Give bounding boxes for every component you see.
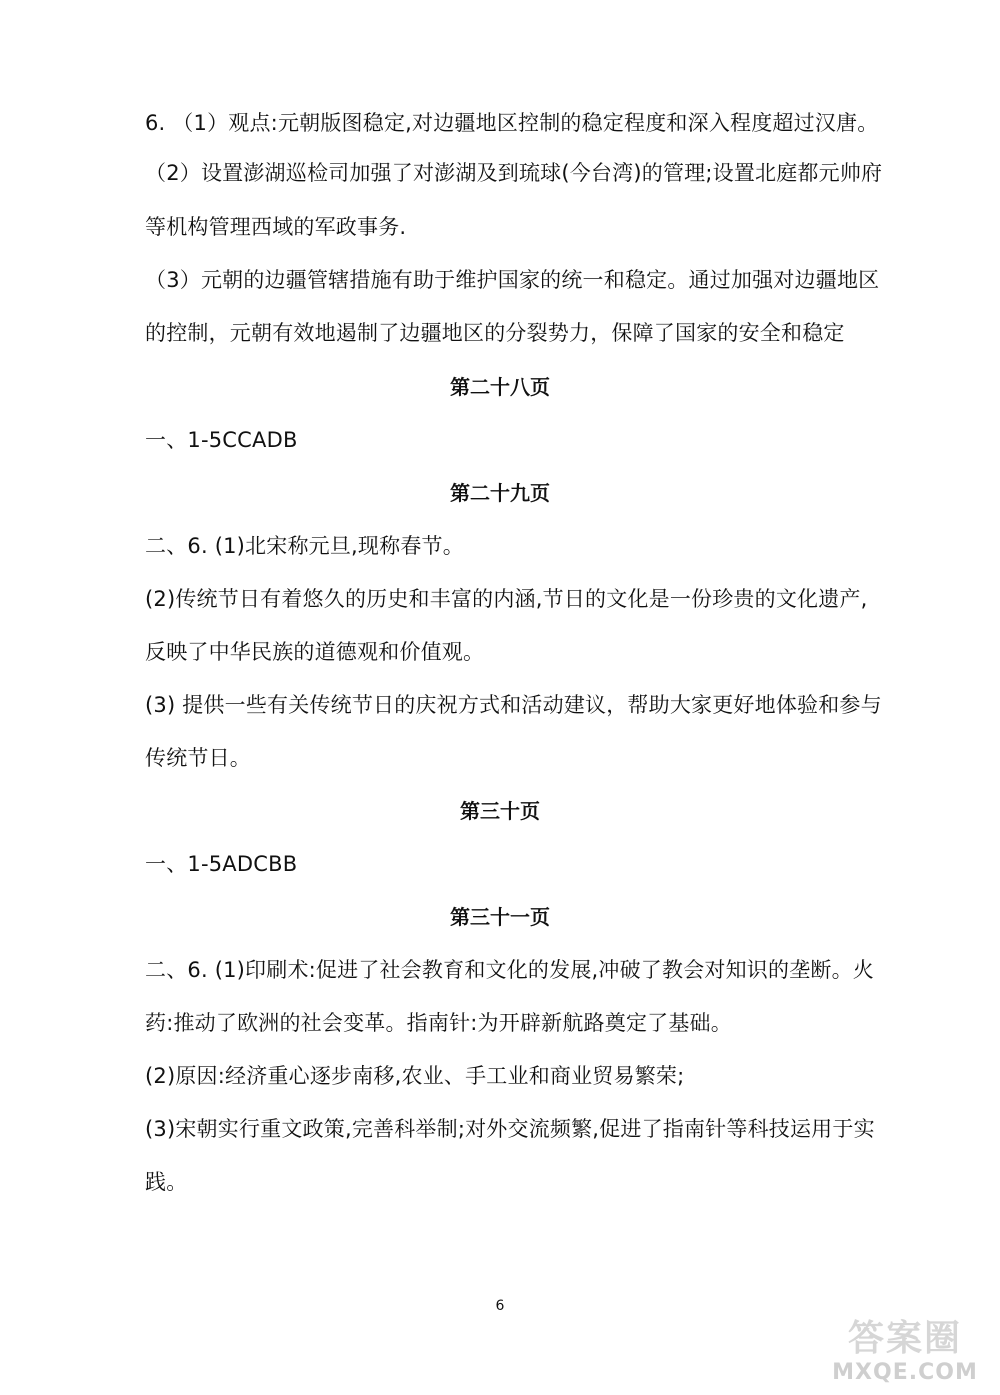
answer-line-6-2: （2）设置澎湖巡检司加强了对澎湖及到琉球(今台湾)的管理;设置北庭都元帅府 — [145, 161, 883, 185]
section-heading-page-31: 第三十一页 — [450, 905, 550, 929]
page-number: 6 — [495, 1298, 505, 1314]
answer-line-31-2: (2)原因:经济重心逐步南移,农业、手工业和商业贸易繁荣; — [145, 1064, 685, 1088]
section-heading-page-30: 第三十页 — [460, 799, 540, 823]
section-heading-page-28: 第二十八页 — [450, 375, 550, 399]
answer-line-31-3-cont: 践。 — [145, 1170, 188, 1194]
answer-line-31-3: (3)宋朝实行重文政策,完善科举制;对外交流频繁,促进了指南针等科技运用于实 — [145, 1117, 875, 1141]
answer-line-choice-30: 一、1-5ADCBB — [145, 852, 298, 876]
answer-line-29-2: (2)传统节日有着悠久的历史和丰富的内涵,节日的文化是一份珍贵的文化遗产, — [145, 587, 868, 611]
answer-line-31-1-cont: 药:推动了欧洲的社会变革。指南针:为开辟新航路奠定了基础。 — [145, 1011, 732, 1035]
site-watermark — [820, 1318, 990, 1390]
answer-line-29-2-cont: 反映了中华民族的道德观和价值观。 — [145, 640, 485, 664]
answer-line-29-3: (3) 提供一些有关传统节日的庆祝方式和活动建议，帮助大家更好地体验和参与 — [145, 693, 882, 717]
section-heading-page-29: 第二十九页 — [450, 481, 550, 505]
answer-line-6-3: （3）元朝的边疆管辖措施有助于维护国家的统一和稳定。通过加强对边疆地区 — [145, 268, 880, 292]
answer-line-choice-28: 一、1-5CCADB — [145, 428, 298, 452]
answer-line-6-3-cont: 的控制，元朝有效地遏制了边疆地区的分裂势力，保障了国家的安全和稳定 — [145, 321, 845, 345]
answer-line-6-2-cont: 等机构管理西域的军政事务. — [145, 215, 407, 239]
answer-line-29-3-cont: 传统节日。 — [145, 746, 251, 770]
answer-line-29-1: 二、6. (1)北宋称元旦,现称春节。 — [145, 534, 464, 558]
watermark-domain-text: MXQE.COM — [832, 1360, 978, 1385]
answer-line-6-1: 6. （1）观点:元朝版图稳定,对边疆地区控制的稳定程度和深入程度超过汉唐。 — [145, 111, 879, 135]
answer-line-31-1: 二、6. (1)印刷术:促进了社会教育和文化的发展,冲破了教会对知识的垄断。火 — [145, 958, 875, 982]
watermark-logo-text: 答案圈 — [847, 1318, 962, 1359]
